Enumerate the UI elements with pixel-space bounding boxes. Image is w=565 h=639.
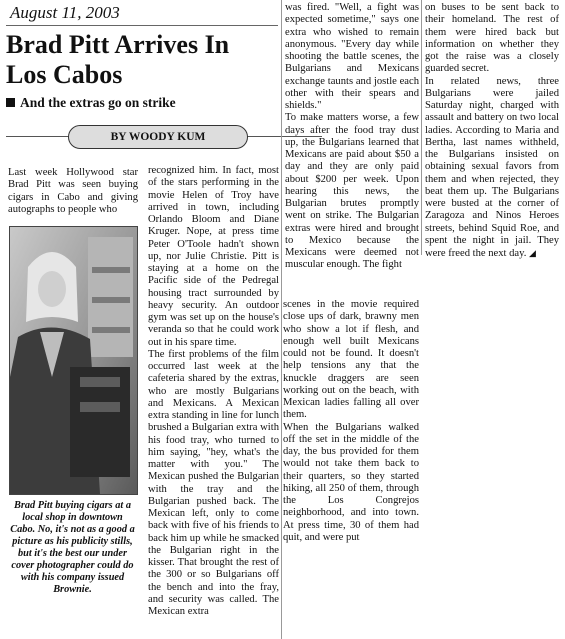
column-2-paragraph-1: recognized him. In fact, most of the stars performing in the movie Helen of Troy have arrived in town, including Orlando Bloom and Diane Kruger. Nope, at press time Peter O'Toole hadn't shown up, nor Julie Christie. Pitt is staying at a home on the Pacific side of the Pedregal housing tract surrounded by heavy security. An outdoor gym was set up on the house's veranda so that he could work out in his spare time. [148, 165, 279, 348]
photo-brad-pitt [9, 226, 138, 495]
subhead-text: And the extras go on strike [20, 95, 176, 110]
column-3-bottom [283, 299, 419, 544]
column-1-text: Last week Hollywood star Brad Pitt was seen buying cigars in Cabo and giving autographs to people who [8, 167, 138, 215]
photo-caption: Brad Pitt buying cigars at a local shop in downtown Cabo. No, it's not as a good a picture as his publicity stills, but it's the best our under cover photographer could do with his company issued Brownie. [10, 500, 135, 595]
column-3-top [285, 2, 419, 272]
subhead [6, 95, 176, 111]
column-3-paragraph-2: To make matters worse, a few days after the food tray dust up, the Bulgarians learned that Mexicans are paid about $50 a day and they are only paid about $200 per week. Upon hearing this news, the Bulgarian brutes promptly went on strike. The Bulgarian extras were hired and brought to Mexico because the Mexicans were deemed not muscular enough. The fight [285, 112, 419, 271]
column-4-paragraph-2 [425, 76, 559, 261]
bullet-square-icon [6, 98, 15, 107]
headline: Brad Pitt Arrives In Los Cabos [6, 30, 230, 89]
column-rule-3-4 [421, 0, 422, 255]
column-2-paragraph-2: The first problems of the film occurred last week at the cafeteria shared by the extras, who are mostly Bulgarians and Mexicans. A Mexican extra standing in line for lunch brushed a Bulgarian extra with his food tray, who turned to him saying, "hey, what's the matter with you." The Mexican pushed the Bulgarian with the tray and the Bulgarian pushed back. The Mexican left, only to come back with five of his friends to back him up while he smacked the Bulgarian right in the kisser. That brought the rest of the 300 or so Bulgarians off the bench and into the fray, and security was called. The Mexican extra [148, 348, 279, 617]
column-4-paragraph-2-text: In related news, three Bulgarians were jailed Saturday night, charged with assault and battery on two local ladies. According to Maria and Bertha, last names withheld, the Bulgarians insisted on obtaining sexual favors from them and when rejected, they beat them up. The Bulgarians were busted at the corner of Zaragoza and Ninos Heroes streets, behind Squid Roe, and spent the night in jail. They were freed the next day. [425, 75, 559, 259]
photo-image [10, 227, 137, 494]
column-3-paragraph-4: When the Bulgarians walked off the set in the middle of the day, the bus provided for them would not take them back to their quarters, so they started hiking, all 250 of them, through the Los Congrejos neighborhood, and into town. At press time, 30 of them had quit, and were put [283, 421, 419, 543]
article-date: August 11, 2003 [10, 3, 120, 22]
column-3-paragraph-1: was fired. "Well, a fight was expected sometime," says one extra who wished to remain anonymous. "Every day while shooting the battle scenes, the Bulgarians and Mexicans exchange taunts and jostle each other with their spears and shields." [285, 2, 419, 111]
column-4 [425, 2, 559, 260]
column-3-paragraph-3: scenes in the movie required close ups of dark, brawny men who show a lot if flesh, and enough well built Mexicans could not be found. It doesn't help tensions any that the knuckle draggers are seen working out on the beach, with Mexican ladies falling all over them. [283, 299, 419, 421]
end-mark-icon: ◢ [529, 248, 536, 258]
byline: BY WOODY KUM [68, 125, 248, 149]
column-2 [148, 165, 279, 618]
column-4-paragraph-1: on buses to be sent back to their homeland. The rest of them were hired back but information on whether they got the raise was a closely guarded secret. [425, 2, 559, 75]
column-1 [8, 167, 138, 216]
column-rule-2-3 [281, 0, 282, 639]
date-rule [6, 25, 278, 26]
byline-block [68, 125, 248, 149]
